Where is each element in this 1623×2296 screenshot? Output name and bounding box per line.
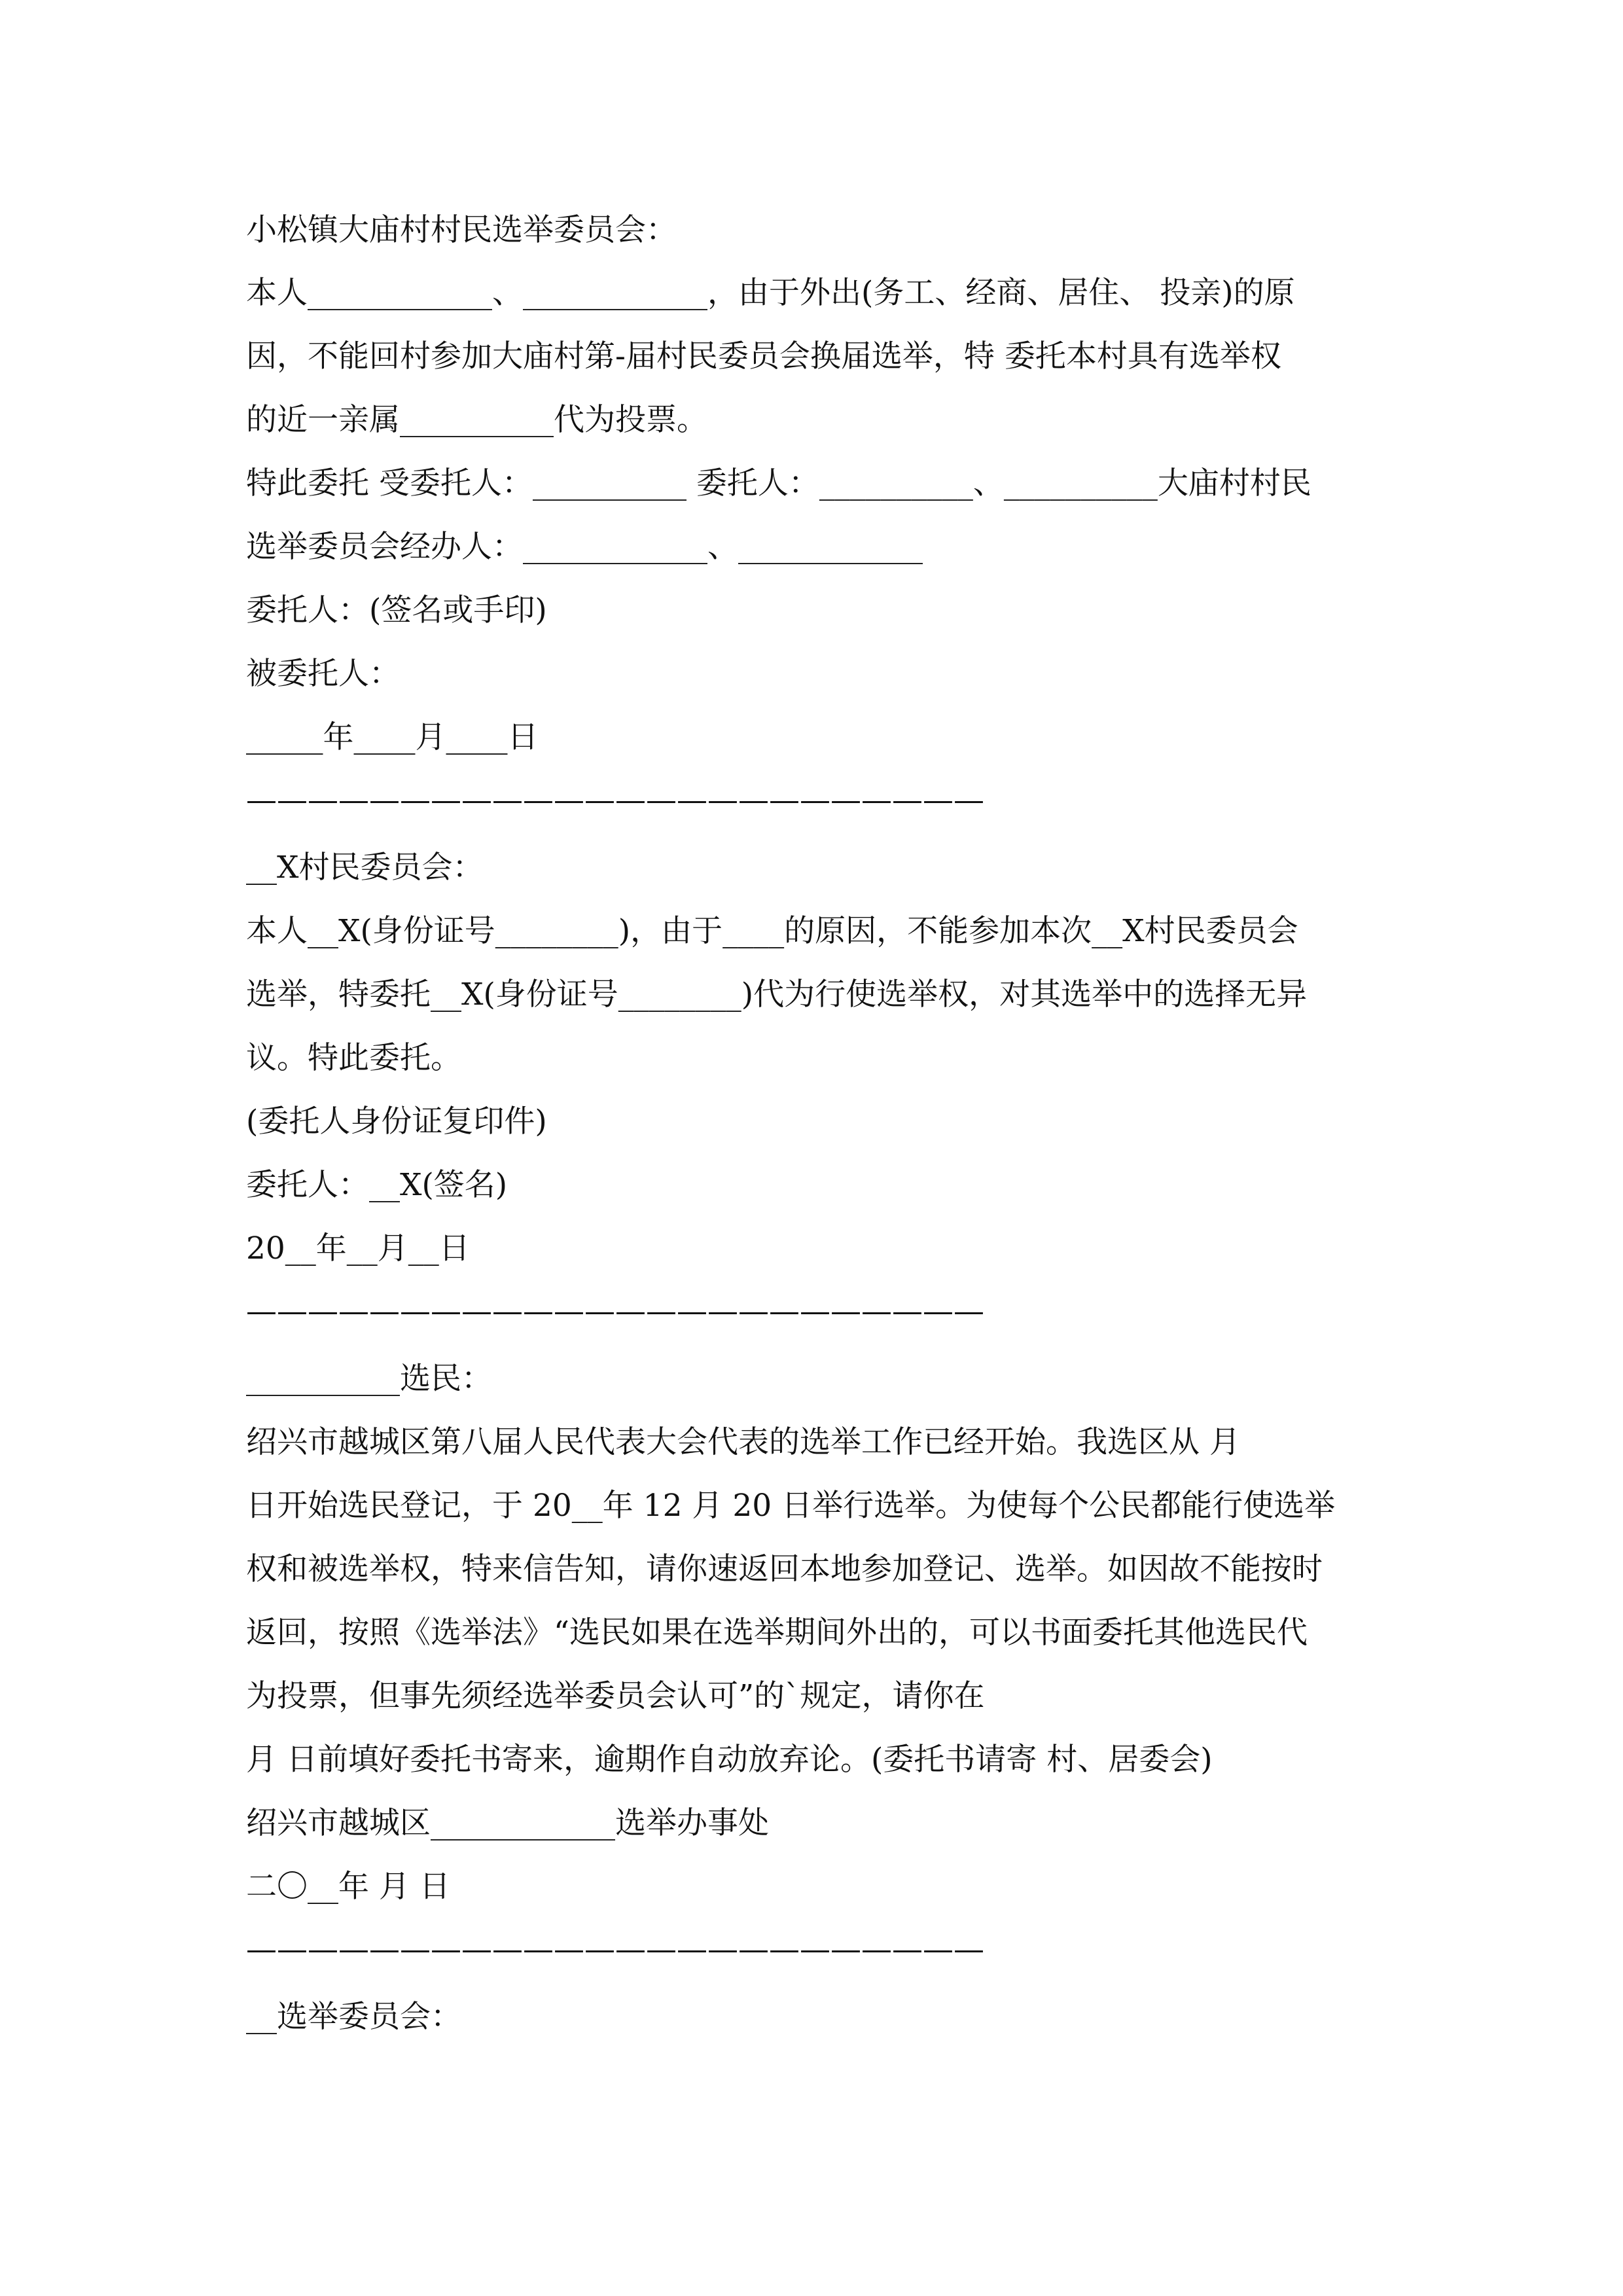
paragraph-4-line-1: 绍兴市越城区第八届人民代表大会代表的选举工作已经开始。我选区从 月	[246, 1424, 1240, 1460]
paragraph-4-line-4: 返回，按照《选举法》“选民如果在选举期间外出的，可以书面委托其他选民代	[246, 1615, 1308, 1651]
paragraph-1-line-3: 的近一亲属__________代为投票。	[246, 402, 707, 438]
office-line: 绍兴市越城区____________选举办事处	[246, 1805, 769, 1841]
paragraph-4-line-6: 月 日前填好委托书寄来，逾期作自动放弃论。(委托书请寄 村、居委会)	[246, 1742, 1213, 1778]
salutation-2: __X村民委员会：	[246, 850, 484, 886]
paragraph-3-line-1: 本人__X(身份证号________)，由于____的原因，不能参加本次__X村民委员会	[246, 913, 1298, 949]
paragraph-3-line-3: 议。特此委托。	[246, 1040, 461, 1076]
date-line-2: 20__年__月__日	[246, 1230, 470, 1266]
salutation-1: 小松镇大庙村村民选举委员会：	[246, 212, 677, 248]
salutation-3: __________选民：	[246, 1361, 492, 1397]
attachment-note: (委托人身份证复印件)	[246, 1103, 547, 1139]
paragraph-3-line-2: 选举，特委托__X(身份证号________)代为行使选举权，对其选举中的选择无异	[246, 977, 1308, 1013]
paragraph-1-line-2: 因，不能回村参加大庙村第-届村民委员会换届选举，特 委托本村具有选举权	[246, 338, 1281, 374]
paragraph-4-line-5: 为投票，但事先须经选举委员会认可”的`规定，请你在	[246, 1678, 985, 1714]
paragraph-4-line-2: 日开始选民登记，于 20__年 12 月 20 日举行选举。为使每个公民都能行使选举	[246, 1488, 1336, 1524]
divider-1: ————————————————————————	[246, 782, 984, 818]
signature-line-1: 委托人：(签名或手印)	[246, 592, 547, 628]
date-line-1: _____年____月____日	[246, 719, 539, 755]
trustee-line-1: 被委托人：	[246, 656, 400, 692]
paragraph-4-line-3: 权和被选举权，特来信告知，请你速返回本地参加登记、选举。如因故不能按时	[246, 1551, 1323, 1587]
paragraph-2-line-1: 特此委托 受委托人：__________ 委托人：__________、__________大庙村村民	[246, 465, 1311, 501]
divider-2: ————————————————————————	[246, 1293, 984, 1329]
signature-line-2: 委托人：__X(签名)	[246, 1167, 508, 1203]
paragraph-1-line-1: 本人____________、____________，由于外出(务工、经商、居住、 投亲)的原	[246, 275, 1295, 311]
salutation-4: __选举委员会：	[246, 1999, 461, 2035]
divider-3: ————————————————————————	[246, 1931, 984, 1967]
date-line-3: 二〇__年 月 日	[246, 1869, 450, 1905]
paragraph-2-line-2: 选举委员会经办人：____________、____________	[246, 529, 923, 565]
